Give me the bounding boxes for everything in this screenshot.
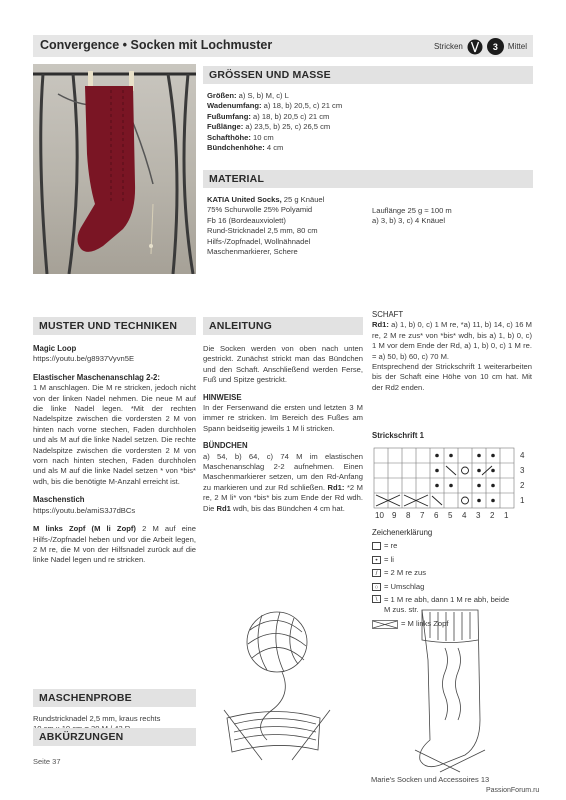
col-label: 5 xyxy=(448,511,453,520)
cable-symbol-icon xyxy=(372,620,398,629)
page-number-left: Seite 37 xyxy=(33,757,61,766)
material-list: KATIA United Socks, 25 g Knäuel 75% Schurwolle 25% Polyamid Fb 16 (Bordeauxviolett) Rund-Stricknadel 2,5 mm, 80 cm Hilfs-/Zopfnadel, Wollnähnadel Maschenmarkierer, Schere xyxy=(207,195,325,257)
anleitung-heading: ANLEITUNG xyxy=(203,317,363,335)
row-label: 2 xyxy=(520,481,525,490)
chart-title: Strickschrift 1 xyxy=(372,431,425,440)
sock-illustration xyxy=(33,64,196,274)
legend-symbol xyxy=(372,542,381,550)
watermark: PassionForum.ru xyxy=(486,787,540,794)
row-label: 3 xyxy=(520,466,525,475)
material-heading: MATERIAL xyxy=(203,170,533,188)
sock-photo xyxy=(33,64,196,274)
col-label: 9 xyxy=(392,511,397,520)
yarn-ball-sketch xyxy=(222,600,332,765)
book-footer: Marie's Socken und Accessoires 13 xyxy=(371,775,490,784)
maschenprobe-text: Rundstricknadel 2,5 mm, kraus rechts xyxy=(33,714,161,723)
legend-symbol: / xyxy=(372,569,381,577)
sock-sketch xyxy=(400,600,495,775)
row-label: 1 xyxy=(520,496,525,505)
legend-symbol: • xyxy=(372,556,381,564)
groessen-list: Größen: a) S, b) M, c) L Wadenumfang: a) 18, b) 20,5, c) 21 cm Fußumfang: a) 18, b) 20,5 c) 21 cm Fußlänge: a) 23,5, b) 25, c) 26,5 cm Schafthöhe: 10 cm Bündchenhöhe: 4 cm xyxy=(207,91,343,153)
col-label: 7 xyxy=(420,511,425,520)
muster-text: Magic Loop https://youtu.be/g8937Vyvn5E Elastischer Maschenanschlag 2-2: 1 M anschlagen. Die M re stricken, jedoch nicht von der linken Nadel nehmen. Die neue M auf die linke Nadel legen. *Mit der rechten Nadelspitze zwischen die vordersten 2 M von hinten nach vorne stechen, Faden durchholen und als M auf die linke Nadel setzen. Die rechte Nadelspitze zwischen die vordersten 2 M von vorn nach hinten stechen, Faden durchholen und als M auf die linke Nadel setzen * von *bis* wdh, bis die benötigte M-Anzahl erreicht ist. Maschenstich https://youtu.be/amiS3J7dBCs M links Zopf (M li Zopf) 2 M auf eine Hilfs-/Zopfnadel heben und vor die Arbeit legen, 2 M re, die M von der Hilfsnadel zurück auf die linke Nadel legen und re stricken. xyxy=(33,344,196,565)
col-label: 8 xyxy=(406,511,411,520)
col-label: 4 xyxy=(462,511,467,520)
difficulty-level: Stricken 3 Mittel xyxy=(434,38,527,55)
legend: Zeichenerklärung = re • = li / = 2 M re zus ○ = Umschlag \ = 1 M re abh, dann 1 M re abh, beide M zus. str. = M links Zopf xyxy=(372,528,510,628)
col-label: 3 xyxy=(476,511,481,520)
level-badge: 3 xyxy=(487,38,504,55)
schaft-text: SCHAFT Rd1: a) 1, b) 0, c) 1 M re, *a) 11, b) 14, c) 16 M re, 2 M re zus* von *bis* wdh, bis a) 1, b) 0, c) 1 M vor dem Ende der Rd, a) 1, b) 0, c) 1 M re. = a) 50, b) 60, c) 70 M. Entsprechend der Strickschrift 1 weiterarbeiten bis der Schaft eine Höhe von 10 cm hat. Mit der Rd2 enden. xyxy=(372,310,532,392)
knitting-needles-icon xyxy=(467,39,483,55)
row-label: 4 xyxy=(520,451,525,460)
groessen-heading: GRÖSSEN UND MASSE xyxy=(203,66,533,84)
legend-symbol: \ xyxy=(372,595,381,603)
abkuerzungen-heading: ABKÜRZUNGEN xyxy=(33,728,196,746)
anleitung-text: Die Socken werden von oben nach unten gestrickt. Zunächst strickt man das Bündchen und den Schaft. Anschließend werden Ferse, Fuß und Spitze gestrickt. HINWEISE In der Fersenwand die ersten und letzten 3 M immer re stricken. Im Bereich des Fußes am Spann beidseitig jeweils 1 M li stricken. BÜNDCHEN a) 54, b) 64, c) 74 M im elastischen Maschenanschlag 2-2 aufnehmen. Einen Maschenmarkierer setzen, um den Rd-Anfang zu markieren und zur Rd schließen. Rd1: *2 M re, 2 M li* von *bis* bis zum Ende der Rd wdh. Die Rd1 wdh, bis das Bündchen 4 cm hat. xyxy=(203,344,363,513)
page-title: Convergence • Socken mit Lochmuster xyxy=(40,38,273,52)
col-label: 6 xyxy=(434,511,439,520)
knitting-chart xyxy=(372,446,532,521)
muster-heading: MUSTER UND TECHNIKEN xyxy=(33,317,196,335)
legend-symbol: ○ xyxy=(372,583,381,591)
col-label: 2 xyxy=(490,511,495,520)
title-bar xyxy=(33,35,533,57)
maschenprobe-heading: MASCHENPROBE xyxy=(33,689,196,707)
col-label: 1 xyxy=(504,511,509,520)
material-lauflaenge: Lauflänge 25 g ≈ 100 m a) 3, b) 3, c) 4 Knäuel xyxy=(372,206,452,226)
col-label: 10 xyxy=(375,511,384,520)
